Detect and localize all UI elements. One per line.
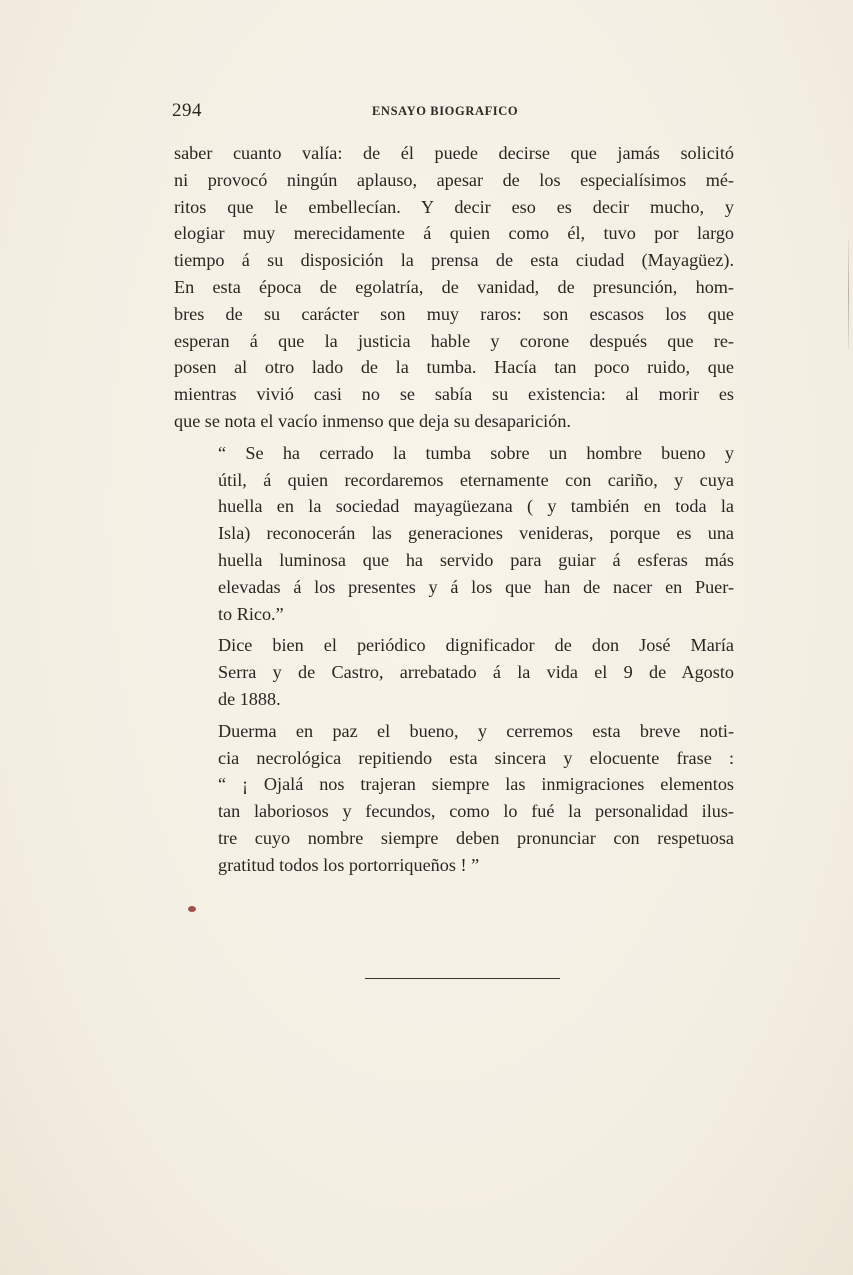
text-line: ritos que le embellecían. Y decir eso es decir mucho, y	[174, 196, 734, 217]
text-line: Serra y de Castro, arrebatado á la vida el 9 de Agosto	[218, 662, 734, 683]
text-line: cia necrológica repitiendo esta sincera y elocuente frase :	[218, 747, 734, 768]
text-line: huella en la sociedad mayagüezana ( y también en toda la	[218, 496, 734, 517]
end-rule-divider	[365, 978, 560, 979]
page-number: 294	[172, 100, 202, 121]
running-title: ENSAYO BIOGRAFICO	[372, 104, 519, 118]
page-header	[172, 100, 740, 126]
text-line: elevadas á los presentes y á los que han de nacer en Puer-	[218, 576, 734, 597]
text-line: huella luminosa que ha servido para guiar á esferas más	[218, 549, 734, 570]
text-line: tan laboriosos y fecundos, como lo fué la personalidad ilus-	[218, 801, 734, 822]
text-line: elogiar muy merecidamente á quien como él, tuvo por largo	[174, 223, 734, 244]
body-text	[174, 140, 734, 879]
text-line: esperan á que la justicia hable y corone después que re-	[174, 330, 734, 351]
text-line: tre cuyo nombre siempre deben pronunciar con respetuosa	[218, 827, 734, 848]
paragraph-1	[174, 140, 734, 435]
text-line: “ Se ha cerrado la tumba sobre un hombre bueno y	[218, 442, 734, 463]
text-line: saber cuanto valía: de él puede decirse que jamás solicitó	[174, 143, 734, 163]
text-line: útil, á quien recordaremos eternamente con cariño, y cuya	[218, 469, 734, 490]
text-line: posen al otro lado de la tumba. Hacía tan poco ruido, que	[174, 357, 734, 378]
text-line: de 1888.	[218, 688, 281, 709]
text-line: tiempo á su disposición la prensa de esta ciudad (Mayagüez).	[174, 250, 734, 271]
paragraph-2	[174, 440, 734, 628]
paragraph-4	[174, 718, 734, 879]
paragraph-3	[174, 632, 734, 712]
text-line: “ ¡ Ojalá nos trajeran siempre las inmigraciones elementos	[218, 774, 734, 795]
text-line: gratitud todos los portorriqueños ! ”	[218, 854, 480, 875]
text-line: bres de su carácter son muy raros: son escasos los que	[174, 303, 734, 324]
text-line: to Rico.”	[218, 603, 284, 624]
text-line: En esta época de egolatría, de vanidad, de presunción, hom-	[174, 276, 734, 297]
ink-dot-mark	[188, 906, 196, 912]
text-line: mientras vivió casi no se sabía su existencia: al morir es	[174, 384, 734, 405]
text-line: Isla) reconocerán las generaciones venideras, porque es una	[218, 523, 734, 544]
page-edge-mark	[848, 240, 849, 350]
text-line: Duerma en paz el bueno, y cerremos esta breve noti-	[218, 720, 734, 741]
text-line: Dice bien el periódico dignificador de don José María	[218, 635, 734, 656]
text-line: ni provocó ningún aplauso, apesar de los especialísimos mé-	[174, 169, 734, 190]
text-line: que se nota el vacío inmenso que deja su desaparición.	[174, 410, 571, 431]
